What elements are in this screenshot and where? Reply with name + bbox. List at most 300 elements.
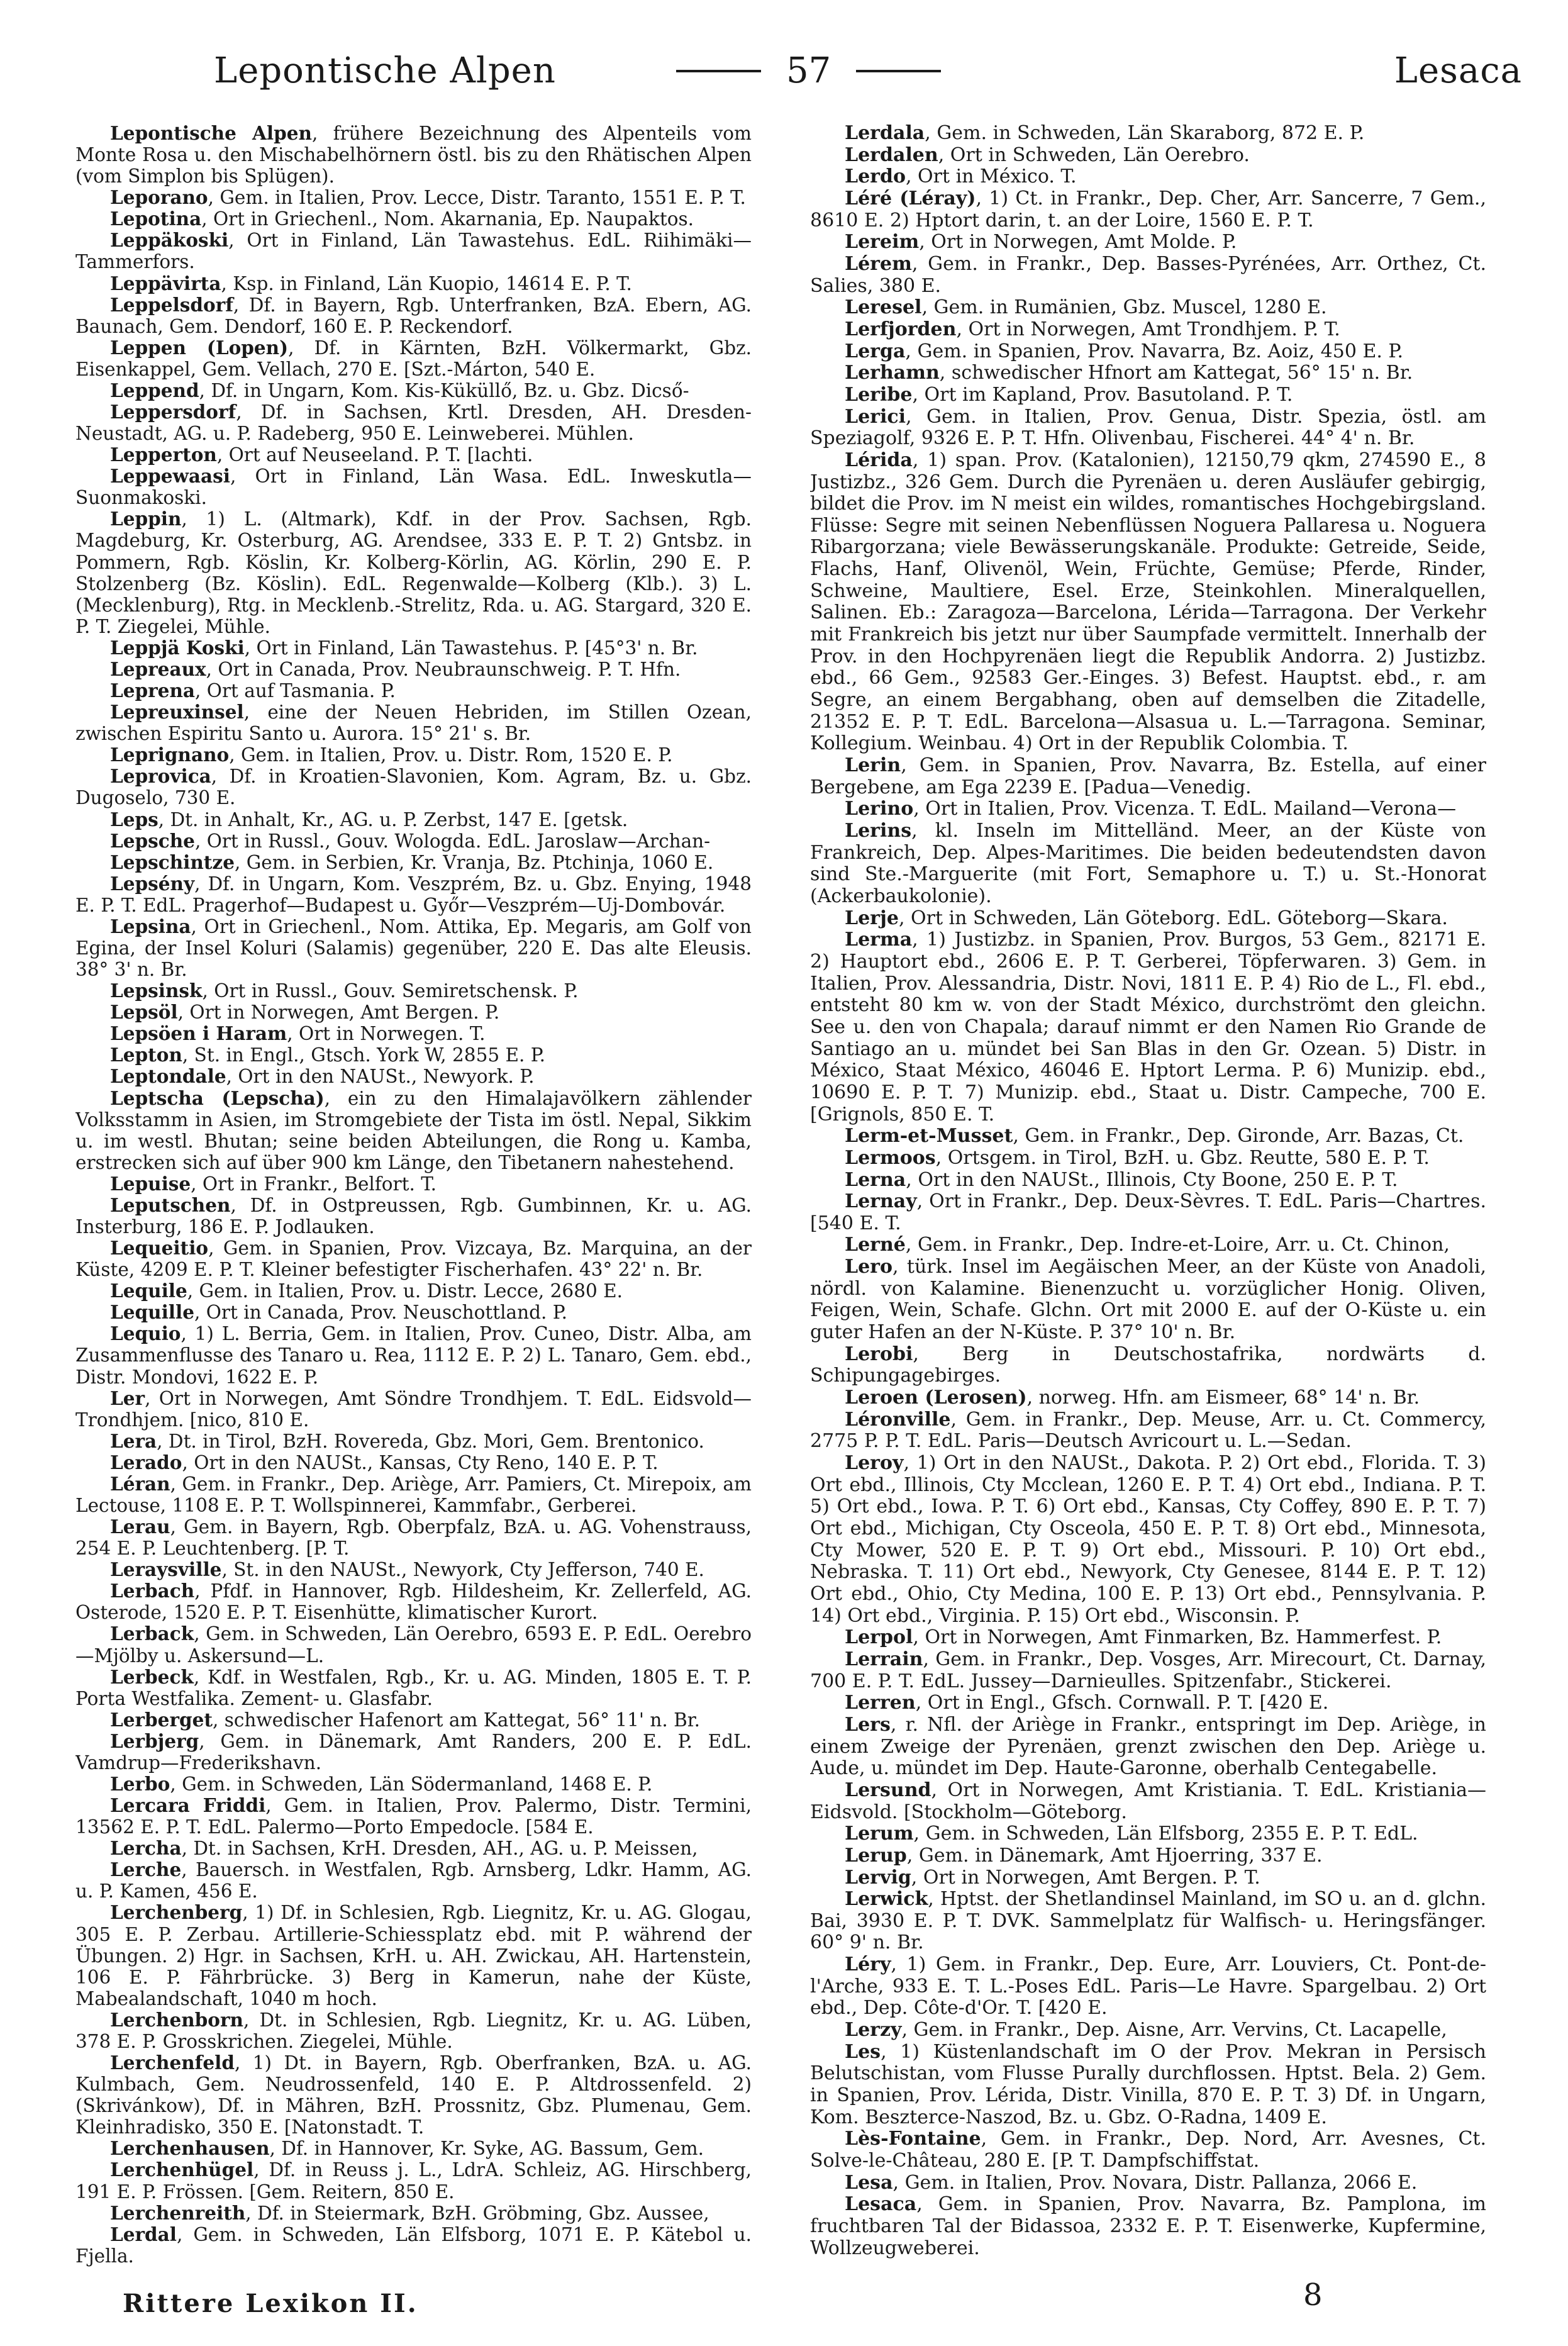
dictionary-entry bbox=[75, 1280, 752, 1302]
entry-headword: Lerchenfeld bbox=[110, 2052, 235, 2074]
entry-text: , Df. in Sachsen, Krtl. Dresden, AH. Dresden-Neustadt, AG. u. P. Radeberg, 950 E. Leinweberei. Mühlen. bbox=[75, 401, 752, 445]
footer-signature: Rittere Lexikon II. bbox=[123, 2289, 418, 2318]
dictionary-entry bbox=[75, 1452, 752, 1473]
dictionary-entry bbox=[810, 362, 1486, 384]
entry-text: , Ort auf Neuseeland. P. T. [lachti. bbox=[216, 444, 533, 466]
dictionary-entry bbox=[75, 1580, 752, 1623]
entry-text: , Gem. in Italien, Prov. Genua, Distr. Spezia, östl. am Speziagolf, 9326 E. P. T. Hfn. Olivenbau, Fischerei. 44° 4' n. Br. bbox=[810, 405, 1486, 450]
entry-headword: Les bbox=[845, 2040, 881, 2063]
entry-text: , Gem. in Frankr., Dep. Basses-Pyrénées, Arr. Orthez, Ct. Salies, 380 E. bbox=[810, 252, 1486, 297]
entry-text: , 1) L. (Altmark), Kdf. in der Prov. Sachsen, Rgb. Magdeburg, Kr. Osterburg, AG. Arendsee, 333 E. P. T. 2) Gntsbz. in Pommern, Rgb. Köslin, Kr. Kolberg-Körlin, AG. Körlin, 290 E. P. Stolzenberg (Bz. Köslin). EdL. Regenwalde—Kolberg (Klb.). 3) L. (Mecklenburg), Rtg. in Mecklenb.-Strelitz, Rda. u. AG. Stargard, 320 E. P. T. Ziegelei, Mühle. bbox=[75, 508, 752, 637]
dictionary-entry bbox=[810, 384, 1486, 406]
dictionary-entry bbox=[75, 1002, 752, 1023]
entry-text: , 1) Ort in den NAUSt., Dakota. P. 2) Ort ebd., Florida. T. 3) Ort ebd., Illinois, Cty Mcclean, 1260 E. P. T. 4) Ort ebd., Indiana. P. T. 5) Ort ebd., Iowa. P. T. 6) Ort ebd., Kansas, Cty Coffey, 890 E. P. T. 7) Ort ebd., Michigan, Cty Osceola, 450 E. P. T. 8) Ort ebd., Minnesota, Cty Mower, 520 E. P. T. 9) Ort ebd., Missouri. P. 10) Ort ebd., Nebraska. T. 11) Ort ebd., Newyork, Cty Genesee, 8144 E. P. T. 12) Ort ebd., Ohio, Cty Medina, 100 E. P. 13) Ort ebd., Pennsylvania. P. 14) Ort ebd., Virginia. P. 15) Ort ebd., Wisconsin. P. bbox=[810, 1452, 1486, 1627]
dictionary-entry bbox=[810, 166, 1486, 188]
dictionary-entry bbox=[75, 1066, 752, 1087]
header-page-number-group bbox=[651, 50, 966, 91]
entry-headword: Leraysville bbox=[110, 1558, 222, 1581]
entry-headword: Lereim bbox=[845, 231, 920, 254]
page-number: 57 bbox=[786, 50, 831, 91]
entry-headword: Lerpol bbox=[845, 1626, 913, 1649]
entry-headword: Lersund bbox=[845, 1779, 931, 1801]
header-first-entry: Lepontische Alpen bbox=[214, 50, 556, 91]
dictionary-entry bbox=[810, 1409, 1486, 1453]
dictionary-entry bbox=[75, 1173, 752, 1195]
entry-text: , Ort in Italien, Prov. Vicenza. T. EdL. Mailand—Verona— bbox=[913, 798, 1457, 820]
entry-headword: Lepsény bbox=[110, 872, 195, 895]
entry-headword: Leppäkoski bbox=[110, 229, 229, 252]
entry-text: , Gem. in Spanien, Prov. Navarra, Bz. Aoiz, 450 E. P. bbox=[905, 340, 1404, 362]
dictionary-entry bbox=[810, 755, 1486, 798]
entry-headword: Lerberget bbox=[110, 1708, 213, 1731]
dictionary-entry bbox=[810, 2172, 1486, 2194]
dictionary-entry bbox=[75, 444, 752, 466]
entry-headword: Lerin bbox=[845, 754, 901, 777]
dictionary-entry bbox=[75, 1859, 752, 1902]
entry-headword: Lerren bbox=[845, 1692, 916, 1714]
entry-headword: Leroy bbox=[845, 1452, 904, 1475]
entry-headword: Lerins bbox=[845, 820, 912, 842]
left-column bbox=[75, 123, 752, 2274]
entry-text: , Df. in Kärnten, BzH. Völkermarkt, Gbz. Eisenkappel, Gem. Vellach, 270 E. [Szt.-Márton, 540 E. bbox=[75, 337, 752, 380]
entry-headword: Lerfjorden bbox=[845, 318, 957, 340]
entry-text: , Ort in den NAUSt., Newyork. P. bbox=[226, 1066, 535, 1088]
entry-text: , Ort in Frankr., Belfort. T. bbox=[191, 1173, 436, 1195]
dictionary-entry bbox=[810, 1191, 1486, 1234]
entry-text: , Ort in Griechenl., Nom. Attika, Ep. Megaris, am Golf von Egina, der Insel Koluri (Salamis) gegenüber, 220 E. Das alte Eleusis. 38° 3' n. Br. bbox=[75, 915, 752, 981]
dictionary-entry bbox=[810, 1627, 1486, 1649]
entry-headword: Leprignano bbox=[110, 744, 230, 766]
entry-text: , kl. Inseln im Mittelländ. Meer, an der Küste von Frankreich, Dep. Alpes-Maritimes. Die beiden bedeutendsten davon sind Ste.-Marguerite (mit Fort, Semaphore u. T.) u. St.-Honorat (Ackerbaukolonie). bbox=[810, 820, 1486, 907]
dictionary-entry bbox=[75, 294, 752, 337]
entry-text: , Df. in Bayern, Rgb. Unterfranken, BzA. Ebern, AG. Baunach, Gem. Dendorf, 160 E. P. Reckendorf. bbox=[75, 294, 752, 337]
dictionary-entry bbox=[810, 1714, 1486, 1780]
entry-headword: Lerm-et-Musset bbox=[845, 1125, 1013, 1148]
entry-headword: Leprovica bbox=[110, 765, 211, 788]
entry-text: , Ort in Engl., Gfsch. Cornwall. P. T. [420 E. bbox=[915, 1692, 1329, 1714]
entry-text: , Ort in Russl., Gouv. Wologda. EdL. Jaroslaw—Archan- bbox=[194, 830, 711, 852]
entry-text: , 1) Df. in Schlesien, Rgb. Liegnitz, Kr. u. AG. Glogau, 305 E. P. Zerbau. Artillerie-Schiessplatz ebd. mit P. während der Übungen. 2) Hgr. in Sachsen, KrH. u. AH. Zwickau, AH. Hartenstein, 106 E. P. Fährbrücke. 3) Berg in Kamerun, nahe der Küste, Mabealandschaft, 1040 m hoch. bbox=[75, 1902, 752, 2009]
dictionary-entry bbox=[75, 1088, 752, 1173]
dictionary-entry bbox=[75, 1838, 752, 1859]
dictionary-entry bbox=[810, 1126, 1486, 1148]
dictionary-entry bbox=[810, 123, 1486, 145]
entry-text: , Gem. in Spanien, Prov. Vizcaya, Bz. Marquina, an der Küste, 4209 E. P. T. Kleiner befestigter Fischerhafen. 43° 22' n. Br. bbox=[75, 1237, 752, 1281]
dictionary-entry bbox=[75, 230, 752, 272]
entry-text: , Gem. in Spanien, Prov. Navarra, Bz. Pamplona, im fruchtbaren Tal der Bidassoa, 2332 E. P. T. Eisenwerke, Kupfermine, Wollzeugweberei. bbox=[810, 2193, 1486, 2259]
dictionary-entry bbox=[810, 319, 1486, 341]
entry-headword: Lerche bbox=[110, 1858, 182, 1881]
entry-headword: Lequeitio bbox=[110, 1237, 209, 1260]
entry-headword: Lerrain bbox=[845, 1648, 923, 1670]
entry-text: , Gem. in Schweden, Län Elfsborg, 2355 E. P. T. EdL. bbox=[913, 1823, 1418, 1845]
dictionary-entry bbox=[75, 273, 752, 294]
footer-sheet-number: 8 bbox=[1303, 2277, 1323, 2313]
entry-text: , ein zu den Himalajavölkern zählender Volksstamm in Asien, im Stromgebiete der Tista im östl. Nepal, Sikkim u. im westl. Bhutan; seine beiden Abteilungen, die Rong u. Kamba, erstrecken sich auf über 900 km Länge, den Tibetanern nahestehend. bbox=[75, 1087, 752, 1173]
dictionary-entry bbox=[810, 1649, 1486, 1692]
right-column bbox=[810, 123, 1486, 2274]
dictionary-entry bbox=[75, 1431, 752, 1452]
entry-text: , Ort in Finland, Län Tawastehus. EdL. Riihimäki—Tammerfors. bbox=[75, 230, 752, 273]
entry-headword: Lepton bbox=[110, 1044, 182, 1066]
entry-text: , Dt. in Schlesien, Rgb. Liegnitz, Kr. u. AG. Lüben, 378 E. P. Grosskrichen. Ziegelei, Mühle. bbox=[75, 2009, 752, 2052]
entry-headword: Leporano bbox=[110, 186, 208, 209]
entry-headword: Lerdalen bbox=[845, 143, 938, 166]
entry-text: , Ort in Finland, Län Wasa. EdL. Inweskutla—Suonmakoski. bbox=[75, 466, 752, 509]
entry-text: , Gem. in Italien, Prov. Novara, Distr. Pallanza, 2066 E. bbox=[892, 2171, 1418, 2194]
entry-headword: Lesa bbox=[845, 2171, 893, 2194]
entry-text: , 1) Ct. in Frankr., Dep. Cher, Arr. Sancerre, 7 Gem., 8610 E. 2) Hptort darin, t. an der Loire, 1560 E. P. T. bbox=[810, 187, 1486, 232]
entry-text: , Gem. in Serbien, Kr. Vranja, Bz. Ptchinja, 1060 E. bbox=[234, 851, 714, 873]
entry-text: , Df. in Kroatien-Slavonien, Kom. Agram, Bz. u. Gbz. Dugoselo, 730 E. bbox=[75, 766, 752, 809]
entry-text: , Ort in Norwegen, Amt Trondhjem. P. T. bbox=[956, 318, 1340, 340]
entry-headword: Lepontische Alpen bbox=[110, 123, 312, 144]
entry-headword: Lesaca bbox=[845, 2193, 917, 2216]
dictionary-entry bbox=[75, 659, 752, 680]
entry-headword: Lepschintze bbox=[110, 851, 235, 873]
dictionary-entry bbox=[810, 820, 1486, 908]
dictionary-entry bbox=[75, 1302, 752, 1323]
entry-headword: Lerbjerg bbox=[110, 1729, 199, 1752]
entry-headword: Lerdala bbox=[845, 123, 925, 144]
entry-headword: Lepuise bbox=[110, 1172, 191, 1195]
dictionary-entry bbox=[810, 1889, 1486, 1954]
entry-headword: Lercara Friddi bbox=[110, 1794, 266, 1817]
entry-headword: Lequile bbox=[110, 1280, 187, 1302]
entry-headword: Lerado bbox=[110, 1451, 182, 1473]
entry-text: , r. Nfl. der Ariège in Frankr., entspringt im Dep. Ariège, in einem Zweige der Pyrenäen, grenzt zwischen den Dep. Ariège u. Aude, u. mündet im Dep. Haute-Garonne, oberhalb Centegabelle. bbox=[810, 1713, 1486, 1780]
dictionary-entry bbox=[810, 1823, 1486, 1845]
entry-headword: Lerbo bbox=[110, 1773, 170, 1796]
entry-headword: Lerici bbox=[845, 405, 906, 428]
entry-text: , St. in Engl., Gtsch. York W, 2855 E. P. bbox=[182, 1044, 546, 1066]
entry-headword: Lepotina bbox=[110, 208, 202, 230]
entry-text: , Ort in Canada, Prov. Neubraunschweig. P. T. Hfn. bbox=[206, 658, 681, 680]
entry-text: , Ort in den NAUSt., Kansas, Cty Reno, 140 E. P. T. bbox=[182, 1451, 659, 1473]
entry-text: , Ort in Norwegen, Amt Kristiania. T. EdL. Kristiania—Eidsvold. [Stockholm—Göteborg. bbox=[810, 1779, 1486, 1823]
entry-text: , Gem. in Italien, Prov. u. Distr. Lecce, 2680 E. bbox=[187, 1280, 623, 1302]
entry-headword: Lerino bbox=[845, 798, 914, 820]
entry-text: , frühere Bezeichnung des Alpenteils vom Monte Rosa u. den Mischabelhörnern östl. bis zu den Rhätischen Alpen (vom Simplon bis Splügen). bbox=[75, 123, 752, 187]
entry-text: , Ort in Russl., Gouv. Semiretschensk. P. bbox=[202, 980, 579, 1002]
entry-headword: Leptscha (Lepscha) bbox=[110, 1086, 325, 1109]
entry-text: , St. in den NAUSt., Newyork, Cty Jefferson, 740 E. bbox=[221, 1559, 704, 1581]
entry-headword: Lepsche bbox=[110, 829, 195, 852]
dictionary-entry bbox=[75, 123, 752, 187]
running-header bbox=[82, 38, 1522, 107]
entry-text: , Gem. in Italien, Prov. u. Distr. Rom, 1520 E. P. bbox=[229, 744, 673, 766]
dictionary-entry bbox=[810, 1692, 1486, 1714]
entry-headword: Lerna bbox=[845, 1168, 906, 1191]
entry-headword: Leppewaasi bbox=[110, 465, 230, 488]
entry-headword: Lernay bbox=[845, 1190, 917, 1213]
dictionary-entry bbox=[75, 1195, 752, 1237]
dictionary-entry bbox=[75, 680, 752, 701]
entry-headword: Lequille bbox=[110, 1301, 194, 1324]
dictionary-entry bbox=[75, 1731, 752, 1773]
entry-text: , Ort in México. T. bbox=[905, 165, 1077, 188]
entry-headword: Lerbach bbox=[110, 1580, 195, 1602]
entry-text: , 1) Küstenlandschaft im O der Prov. Mekran in Persisch Belutschistan, vom Flusse Purally durchflossen. Hptst. Bela. 2) Gem. in Spanien, Prov. Lérida, Distr. Vinilla, 870 E. P. T. 3) Df. in Ungarn, Kom. Beszterce-Naszod, Bz. u. Gbz. O-Radna, 1409 E. bbox=[810, 2040, 1486, 2128]
dictionary-entry bbox=[810, 188, 1486, 232]
entry-headword: Lepsina bbox=[110, 915, 191, 937]
dictionary-entry bbox=[75, 1795, 752, 1838]
entry-headword: Lerdo bbox=[845, 165, 906, 188]
entry-text: , Ort in Norwegen. T. bbox=[287, 1023, 486, 1045]
entry-headword: Lerdal bbox=[110, 2223, 177, 2245]
dictionary-entry bbox=[810, 1148, 1486, 1170]
entry-text: , Gem. in Italien, Prov. Palermo, Distr. Termini, 13562 E. P. T. EdL. Palermo—Porto Empedocle. [584 E. bbox=[75, 1795, 752, 1838]
dictionary-entry bbox=[810, 1170, 1486, 1192]
dictionary-entry bbox=[810, 1780, 1486, 1823]
entry-headword: Leppelsdorf bbox=[110, 293, 233, 316]
entry-headword: Leppävirta bbox=[110, 272, 221, 294]
dictionary-entry bbox=[75, 1709, 752, 1731]
dictionary-entry bbox=[75, 1902, 752, 2009]
entry-headword: Lera bbox=[110, 1429, 157, 1452]
dictionary-entry bbox=[75, 2224, 752, 2267]
entry-text: , Gem. in Rumänien, Gbz. Muscel, 1280 E. bbox=[921, 296, 1327, 319]
entry-text: , Ort in Canada, Prov. Neuschottland. P. bbox=[194, 1302, 567, 1324]
entry-headword: Lepperton bbox=[110, 444, 217, 466]
entry-text: , Bauersch. in Westfalen, Rgb. Arnsberg, Ldkr. Hamm, AG. u. P. Kamen, 456 E. bbox=[75, 1859, 752, 1902]
entry-text: , Gem. in Dänemark, Amt Hjoerring, 337 E. bbox=[906, 1844, 1323, 1867]
entry-text: , Kdf. in Westfalen, Rgb., Kr. u. AG. Minden, 1805 E. T. P. Porta Westfalika. Zement- u. Glasfabr. bbox=[75, 1666, 752, 1709]
entry-headword: Lepreuxinsel bbox=[110, 701, 244, 723]
entry-headword: Lercha bbox=[110, 1837, 182, 1860]
entry-headword: Lerback bbox=[110, 1623, 194, 1645]
dictionary-entry bbox=[75, 2052, 752, 2138]
dictionary-entry bbox=[75, 809, 752, 830]
entry-text: , Ort in Schweden, Län Oerebro. bbox=[938, 143, 1250, 166]
entry-text: , Gem. in Frankr., Dep. Vosges, Arr. Mirecourt, Ct. Darnay, 700 E. P. T. EdL. Jussey—Darnieulles. Spitzenfabr., Stickerei. bbox=[810, 1648, 1486, 1692]
entry-headword: Lerma bbox=[845, 929, 913, 951]
dictionary-entry bbox=[75, 1044, 752, 1066]
entry-text: , Ort in Schweden, Län Göteborg. EdL. Göteborg—Skara. bbox=[898, 907, 1448, 929]
entry-text: , Df. in Hannover, Kr. Syke, AG. Bassum, Gem. bbox=[269, 2138, 704, 2160]
entry-text: , Gem. in Frankr., Dep. Meuse, Arr. u. Ct. Commercy, 2775 P. P. T. EdL. Paris—Deutsch Avricourt u. L.—Sedan. bbox=[810, 1408, 1486, 1453]
entry-headword: Léré (Léray) bbox=[845, 187, 976, 209]
dictionary-entry bbox=[75, 1388, 752, 1431]
dictionary-entry bbox=[75, 380, 752, 401]
entry-text: , schwedischer Hafenort am Kattegat, 56° 11' n. Br. bbox=[213, 1709, 701, 1731]
entry-text: , Ort in Griechenl., Nom. Akarnania, Ep. Naupaktos. bbox=[201, 208, 694, 230]
dictionary-entry bbox=[75, 2203, 752, 2224]
entry-text: , Ort in den NAUSt., Illinois, Cty Boone, 250 E. P. T. bbox=[906, 1168, 1398, 1191]
entry-text: , 1) Dt. in Bayern, Rgb. Oberfranken, BzA. u. AG. Kulmbach, Gem. Neudrossenfeld, 140 E. P. Altdrossenfeld. 2) (Skrivánkow), Df. in Mähren, BzH. Prossnitz, Gbz. Plumenau, Gem. Kleinhradisko, 350 E. [Natonstadt. T. bbox=[75, 2052, 752, 2138]
entry-headword: Leppend bbox=[110, 379, 199, 401]
entry-headword: Lérida bbox=[845, 449, 913, 471]
entry-headword: Lepsöen i Haram bbox=[110, 1022, 287, 1045]
entry-headword: Lérem bbox=[845, 252, 912, 275]
entry-headword: Lequio bbox=[110, 1322, 181, 1345]
dictionary-entry bbox=[75, 637, 752, 659]
entry-text: , Ort in Finland, Län Tawastehus. P. [45°3' n. Br. bbox=[244, 637, 698, 659]
entry-text: , Df. in Ungarn, Kom. Veszprém, Bz. u. Gbz. Enying, 1948 E. P. T. EdL. Pragerhof—Budapest u. Győr—Veszprém—Uj-Dombovár. bbox=[75, 873, 752, 916]
entry-text: , Pfdf. in Hannover, Rgb. Hildesheim, Kr. Zellerfeld, AG. Osterode, 1520 E. P. T. Eisenhütte, klimatischer Kurort. bbox=[75, 1580, 752, 1624]
dictionary-entry bbox=[75, 980, 752, 1002]
entry-text: , 1) L. Berria, Gem. in Italien, Prov. Cuneo, Distr. Alba, am Zusammenflusse des Tanaro u. Rea, 1112 E. P. 2) L. Tanaro, Gem. ebd., Distr. Mondovi, 1622 E. P. bbox=[75, 1323, 752, 1388]
dictionary-entry bbox=[75, 1623, 752, 1666]
entry-headword: Lerwick bbox=[845, 1888, 928, 1911]
entry-headword: Lerné bbox=[845, 1234, 906, 1256]
entry-text: , 1) Justizbz. in Spanien, Prov. Burgos, 53 Gem., 82171 E. 2) Hauptort ebd., 2606 E. P. T. Gerberei, Töpferwaren. 3) Gem. in Italien, Prov. Alessandria, Distr. Novi, 1811 E. P. 4) Rio de L., Fl. ebd., entsteht 80 km w. von der Stadt México, durchströmt den gleichn. See u. den von Chapala; darauf nimmt er den Namen Rio Grande de Santiago an u. mündet bei San Blas in den Gr. Ozean. 5) Distr. in México, Staat México, 46046 E. Hptort Lerma. P. 6) Munizip. ebd., 10690 E. P. T. 7) Munizip. ebd., Staat u. Distr. Campeche, 700 E. [Grignols, 850 E. T. bbox=[810, 929, 1486, 1126]
entry-text: , Gem. in Bayern, Rgb. Oberpfalz, BzA. u. AG. Vohenstrauss, 254 E. P. Leuchtenberg. [P. T. bbox=[75, 1516, 752, 1560]
dictionary-entry bbox=[810, 406, 1486, 450]
dictionary-entry bbox=[75, 1473, 752, 1516]
entry-headword: Lerup bbox=[845, 1844, 907, 1867]
header-last-entry: Lesaca bbox=[1394, 50, 1522, 91]
entry-headword: Léran bbox=[110, 1472, 170, 1495]
entry-text: , norweg. Hfn. am Eismeer, 68° 14' n. Br. bbox=[1026, 1387, 1420, 1409]
entry-headword: Lerzy bbox=[845, 2019, 902, 2042]
entry-text: , Ort im Kapland, Prov. Basutoland. P. T. bbox=[912, 383, 1293, 406]
entry-headword: Lepsöl bbox=[110, 1001, 178, 1024]
dictionary-entry bbox=[810, 1256, 1486, 1344]
entry-text: , eine der Neuen Hebriden, im Stillen Ozean, zwischen Espiritu Santo u. Aurora. 15° 21' s. Br. bbox=[75, 701, 752, 745]
dictionary-entry bbox=[75, 1023, 752, 1044]
dictionary-entry bbox=[75, 1516, 752, 1559]
entry-headword: Leresel bbox=[845, 296, 922, 319]
entry-headword: Lerga bbox=[845, 340, 906, 362]
dictionary-entry bbox=[810, 2128, 1486, 2172]
entry-text: , Ort in Norwegen, Amt Bergen. P. T. bbox=[911, 1866, 1260, 1889]
entry-text: , schwedischer Hfnort am Kattegat, 56° 15' n. Br. bbox=[939, 362, 1413, 384]
entry-headword: Lerhamn bbox=[845, 362, 940, 384]
dictionary-entry bbox=[75, 337, 752, 380]
entry-headword: Leps bbox=[110, 808, 158, 830]
dictionary-entry bbox=[810, 297, 1486, 319]
entry-headword: Lepsinsk bbox=[110, 980, 203, 1002]
entry-headword: Leptondale bbox=[110, 1065, 226, 1088]
dictionary-entry bbox=[810, 341, 1486, 363]
dictionary-entry bbox=[75, 401, 752, 444]
entry-headword: Léry bbox=[845, 1953, 891, 1976]
entry-text: , Gem. in Frankr., Dep. Nord, Arr. Avesnes, Ct. Solve-le-Château, 280 E. [P. T. Dampfschiffstat. bbox=[810, 2128, 1486, 2172]
entry-headword: Lerchenhausen bbox=[110, 2137, 270, 2160]
entry-text: , Berg in Deutschostafrika, nordwärts d. Schipungagebirges. bbox=[810, 1343, 1486, 1387]
entry-text: , Df. in Reuss j. L., LdrA. Schleiz, AG. Hirschberg, 191 E. P. Frössen. [Gem. Reitern, 850 E. bbox=[75, 2159, 752, 2203]
entry-text: , Ort in Norwegen, Amt Molde. P. bbox=[919, 231, 1237, 254]
dictionary-entry bbox=[75, 466, 752, 508]
entry-text: , Gem. in Schweden, Län Oerebro, 6593 E. P. EdL. Oerebro—Mjölby u. Askersund—L. bbox=[75, 1623, 752, 1667]
dictionary-entry bbox=[75, 508, 752, 637]
dictionary-entry bbox=[810, 908, 1486, 930]
dictionary-entry bbox=[75, 744, 752, 766]
header-dash-left bbox=[676, 70, 761, 72]
dictionary-entry bbox=[75, 1323, 752, 1387]
entry-text: , Gem. in Dänemark, Amt Randers, 200 E. P. EdL. Vamdrup—Frederikshavn. bbox=[75, 1730, 752, 1773]
entry-text: , Gem. in Frankr., Dep. Aisne, Arr. Vervins, Ct. Lacapelle, bbox=[901, 2019, 1447, 2042]
dictionary-entry bbox=[75, 1559, 752, 1580]
dictionary-entry bbox=[75, 1667, 752, 1709]
dictionary-entry bbox=[75, 187, 752, 208]
entry-headword: Lerchenreith bbox=[110, 2201, 246, 2224]
entry-text: , Gem. in Italien, Prov. Lecce, Distr. Taranto, 1551 E. P. T. bbox=[208, 187, 746, 209]
entry-headword: Lero bbox=[845, 1256, 892, 1278]
entry-text: , Df. in Ungarn, Kom. Kis-Küküllő, Bz. u. Gbz. Dicső- bbox=[199, 379, 689, 401]
entry-text: , Ortsgem. in Tirol, BzH. u. Gbz. Reutte, 580 E. P. T. bbox=[935, 1146, 1430, 1169]
entry-text: , 1) Gem. in Frankr., Dep. Eure, Arr. Louviers, Ct. Pont-de-l'Arche, 933 E. T. L.-Poses EdL. Paris—Le Havre. Spargelbau. 2) Ort ebd., Dep. Côte-d'Or. T. [420 E. bbox=[810, 1953, 1486, 2019]
entry-text: , Gem. in Frankr., Dep. Ariège, Arr. Pamiers, Ct. Mirepoix, am Lectouse, 1108 E. P. T. Wollspinnerei, Kammfabr., Gerberei. bbox=[75, 1473, 752, 1516]
entry-headword: Lerchenborn bbox=[110, 2008, 243, 2031]
entry-text: , Gem. in Frankr., Dep. Gironde, Arr. Bazas, Ct. bbox=[1013, 1125, 1464, 1148]
entry-headword: Leppen (Lopen) bbox=[110, 336, 289, 359]
entry-headword: Lervig bbox=[845, 1866, 911, 1889]
dictionary-entry bbox=[75, 1237, 752, 1280]
entry-text: , türk. Insel im Aegäischen Meer, an der Küste von Anadoli, nördl. von Kalamine. Bienenzucht u. vorzüglicher Honig. Oliven, Feigen, Wein, Schafe. Glchn. Ort mit 2000 E. auf der O-Küste u. ein guter Hafen an der N-Küste. P. 37° 10' n. Br. bbox=[810, 1256, 1486, 1344]
entry-headword: Lès-Fontaine bbox=[845, 2128, 981, 2150]
dictionary-entry bbox=[810, 450, 1486, 755]
dictionary-entry bbox=[75, 2159, 752, 2202]
dictionary-entry bbox=[810, 2194, 1486, 2259]
entry-headword: Leppin bbox=[110, 508, 182, 530]
entry-headword: Lerau bbox=[110, 1516, 170, 1538]
entry-headword: Lermoos bbox=[845, 1146, 936, 1169]
dictionary-entry bbox=[810, 929, 1486, 1126]
entry-text: , Ort in Norwegen, Amt Finmarken, Bz. Hammerfest. P. bbox=[913, 1626, 1442, 1649]
entry-headword: Leppersdorf bbox=[110, 401, 236, 423]
dictionary-entry bbox=[75, 2009, 752, 2052]
header-dash-right bbox=[856, 70, 941, 72]
dictionary-entry bbox=[810, 1845, 1486, 1867]
entry-text: , Ort in Norwegen, Amt Söndre Trondhjem. T. EdL. Eidsvold—Trondhjem. [nico, 810 E. bbox=[75, 1387, 752, 1431]
entry-text: , 1) span. Prov. (Katalonien), 12150,79 qkm, 274590 E., 8 Justizbz., 326 Gem. Durch die Pyrenäen u. deren Ausläufer gebirgig, bildet die Prov. im N meist ein wildes, romantisches Hochgebirgsland. Flüsse: Segre mit seinen Nebenflüssen Noguera Pallaresa u. Noguera Ribargorzana; viele Bewässerungskanäle. Produkte: Getreide, Seide, Flachs, Hanf, Olivenöl, Wein, Früchte, Gemüse; Pferde, Rinder, Schweine, Maultiere, Esel. Erze, Steinkohlen. Mineralquellen, Salinen. Eb.: Zaragoza—Barcelona, Lérida—Tarragona. Der Verkehr mit Frankreich bis jetzt nur über Saumpfade vermittelt. Innerhalb der Prov. in den Hochpyrenäen liegt die Republik Andorra. 2) Justizbz. ebd., 66 Gem., 92583 Ger.-Einges. 3) Befest. Hauptst. ebd., r. am Segre, an einem Bergabhang, oben auf demselben die Zitadelle, 21352 E. P. T. EdL. Barcelona—Alsasua u. L.—Tarragona. Seminar, Kollegium. Weinbau. 4) Ort in der Republik Colombia. T. bbox=[810, 449, 1486, 755]
dictionary-entry bbox=[810, 1453, 1486, 1627]
dictionary-entry bbox=[75, 873, 752, 916]
entry-headword: Lerbeck bbox=[110, 1665, 194, 1688]
dictionary-entry bbox=[810, 798, 1486, 820]
dictionary-entry bbox=[810, 1344, 1486, 1387]
entry-text: , Dt. in Sachsen, KrH. Dresden, AH., AG. u. P. Meissen, bbox=[181, 1838, 698, 1860]
dictionary-entry bbox=[75, 1773, 752, 1795]
entry-text: , Ksp. in Finland, Län Kuopio, 14614 E. P. T. bbox=[221, 272, 632, 294]
dictionary-entry bbox=[75, 916, 752, 980]
entry-headword: Lerchenberg bbox=[110, 1901, 243, 1924]
entry-text: , Ort auf Tasmania. P. bbox=[195, 680, 396, 702]
entry-headword: Ler bbox=[110, 1387, 145, 1409]
dictionary-entry bbox=[75, 830, 752, 852]
dictionary-entry bbox=[810, 1867, 1486, 1889]
entry-text: , Df. in Ostpreussen, Rgb. Gumbinnen, Kr. u. AG. Insterburg, 186 E. P. Jodlauken. bbox=[75, 1194, 752, 1237]
dictionary-entry bbox=[810, 1234, 1486, 1256]
entry-text: , Hptst. der Shetlandinsel Mainland, im SO u. an d. glchn. Bai, 3930 E. P. T. DVK. Sammelplatz für Walfisch- u. Heringsfänger. 60° 9' n. Br. bbox=[810, 1888, 1486, 1954]
dictionary-entry bbox=[810, 2042, 1486, 2129]
entry-text: , Gem. in Spanien, Prov. Navarra, Bz. Estella, auf einer Bergebene, am Ega 2239 E. [Padua—Venedig. bbox=[810, 754, 1486, 798]
dictionary-entry bbox=[810, 145, 1486, 167]
entry-headword: Lerobi bbox=[845, 1343, 913, 1365]
dictionary-entry bbox=[75, 701, 752, 744]
entry-text: , Ort in Norwegen, Amt Bergen. P. bbox=[177, 1002, 500, 1024]
entry-text: , Gem. in Schweden, Län Elfsborg, 1071 E. P. Kätebol u. Fjella. bbox=[75, 2223, 752, 2267]
entry-headword: Leppjä Koski bbox=[110, 636, 245, 659]
dictionary-entry bbox=[810, 1954, 1486, 2019]
dictionary-entry bbox=[75, 766, 752, 808]
dictionary-entry bbox=[75, 2138, 752, 2159]
entry-text: , Ort in Frankr., Dep. Deux-Sèvres. T. EdL. Paris—Chartres. [540 E. T. bbox=[810, 1190, 1486, 1234]
dictionary-entry bbox=[810, 1387, 1486, 1409]
entry-text: , Gem. in Frankr., Dep. Indre-et-Loire, Arr. u. Ct. Chinon, bbox=[905, 1234, 1450, 1256]
entry-text: , Dt. in Anhalt, Kr., AG. u. P. Zerbst, 147 E. [getsk. bbox=[158, 808, 628, 830]
entry-text: , Dt. in Tirol, BzH. Rovereda, Gbz. Mori, Gem. Brentonico. bbox=[157, 1430, 704, 1452]
dictionary-entry bbox=[75, 208, 752, 230]
dictionary-entry bbox=[810, 254, 1486, 297]
entry-text: , Df. in Steiermark, BzH. Gröbming, Gbz. Aussee, bbox=[245, 2202, 709, 2224]
entry-headword: Leputschen bbox=[110, 1193, 231, 1216]
entry-headword: Lerje bbox=[845, 907, 899, 929]
entry-headword: Lerum bbox=[845, 1823, 914, 1845]
entry-headword: Lerchenhügel bbox=[110, 2159, 254, 2181]
